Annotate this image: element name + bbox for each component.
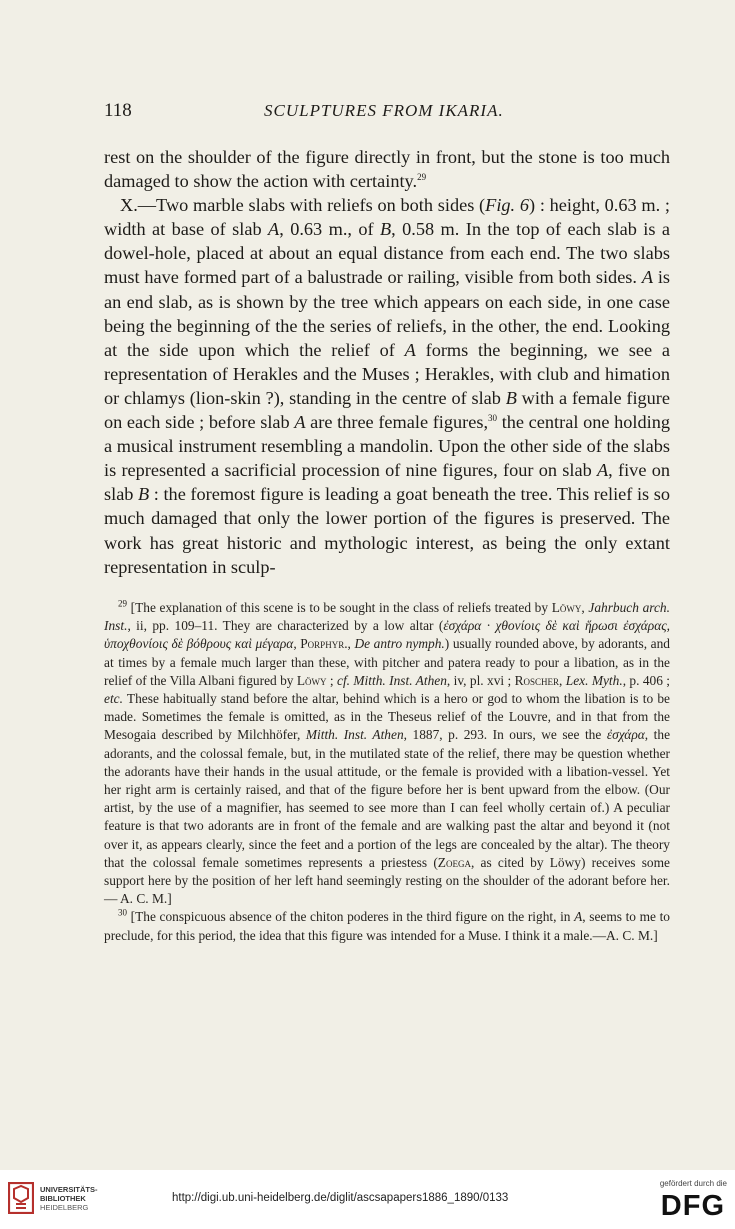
footnote-number-29: 29 [118,598,127,609]
footnote-30: $^{30}$ [The conspicuous absence of the chiton poderes in the third figure on the right, in A, seems to me to preclude, for this period, the idea that this figure was intended for a Muse. I think it a male.—A. C. M.] [104,907,671,943]
footnote-ref-29[interactable]: 29 [417,172,427,182]
paragraph-2: X.—Two marble slabs with reliefs on both sides (Fig. 6) : height, 0.63 m. ; width at base of slab A, 0.63 m., of B, 0.58 m. In the top of each slab is a dowel-hole, placed at about an equal distance from each end. The two slabs must have formed part of a balustrade or railing, visible from both sides. A is an end slab, as is shown by the tree which appears on each side, in one case being the beginning of the the series of reliefs, in the other, the end. Looking at the side upon which the relief of A forms the beginning, we see a representation of Herakles and the Muses ; Herakles, with club and himation or chlamys (lion-skin ?), standing in the centre of slab B with a female figure on each side ; before slab A are three female figures,$^{30}$ the central one holding a musical instrument resembling a mandolin. Upon the other side of the slabs is represented a sacrificial procession of nine figures, four on slab A, five on slab B : the foremost figure is leading a goat beneath the tree. This relief is so much damaged that only the lower portion of the figures is preserved. The work has great historic and mythologic interest, as being the only extant representation in sculp- [104,195,671,577]
greek-quotation: ἐσχάρα · χθονίοις δὲ καὶ ἥρωσι ἐσχάρας, ὑποχθονίοις δὲ βόθρους καὶ μέγαρα [104,618,671,652]
page-header [104,100,670,126]
heidelberg-university-library-logo-icon[interactable] [8,1182,34,1214]
body-text [104,145,670,579]
figure-ref[interactable]: Fig. 6 [485,195,529,216]
footnotes [104,599,670,945]
paragraph-1: rest on the shoulder of the figure directly in front, but the stone is too much damaged to show the action with certainty.$^{29}$ [104,147,670,192]
funded-by-label: gefördert durch die [659,1179,727,1188]
permalink-url[interactable]: http://digi.ub.uni-heidelberg.de/diglit/ascsapapers1886_1890/0133 [172,1192,509,1204]
running-head: SCULPTURES FROM IKARIA. [264,101,504,120]
footnote-29: $^{29}$ [The explanation of this scene is to be sought in the class of reliefs treated by Löwy, Jahrbuch arch. Inst., ii, pp. 109–11. They are characterized by a low altar (ἐσχάρα · χθονίοις δὲ καὶ ἥρωσι ἐσχάρας, ὑποχθονίοις δὲ βόθρους καὶ μέγαρα, Porphyr., De antro nymph.) usually rounded above, by adorants, and at times by a female much larger than these, with pitcher and patera ready to pour a libation, as in the relief of the Villa Albani figured by Löwy ; cf. Mitth. Inst. Athen, iv, pl. xvi ; Roscher, Lex. Myth., p. 406 ; etc. These habitually stand before the altar, behind which is a hero or god to whom the libation is to be made. Sometimes the female is omitted, as in the Theseus relief of the Louvre, and in that from the Mesogaia described by Milchhöfer, Mitth. Inst. Athen, 1887, p. 293. In ours, we see the ἐσχάρα, the adorants, and the colossal female, but, in the mutilated state of the relief, there may be question whether the adorants have their hands in the usual attitude, or the female is provided with a libation-vessel. Yet her right arm is certainly raised, and that of the figure before her is bent upward from the elbow. (Our artist, by the use of a magnifier, has seemed to see more than I can feel wholly certain of.) A peculiar feature is that two adorants are in front of the female and are walking past the altar and beyond it (not over it, as appears clearly, since the feet and a portion of the legs are concealed by the altar). The theory that the colossal female sometimes represents a priestess (Zoega, as cited by Löwy) receives some support here by the position of her left hand seemingly resting on the shoulder of the adorant before her.— A. C. M.] [104,598,671,907]
digitization-footer [0,1170,735,1229]
footnote-number-30: 30 [118,907,127,918]
library-name: UNIVERSITÄTS- BIBLIOTHEK HEIDELBERG [40,1185,98,1212]
footnote-ref-30[interactable]: 30 [488,412,498,423]
dfg-logo[interactable]: DFG [660,1190,725,1222]
page-number: 118 [104,100,132,121]
